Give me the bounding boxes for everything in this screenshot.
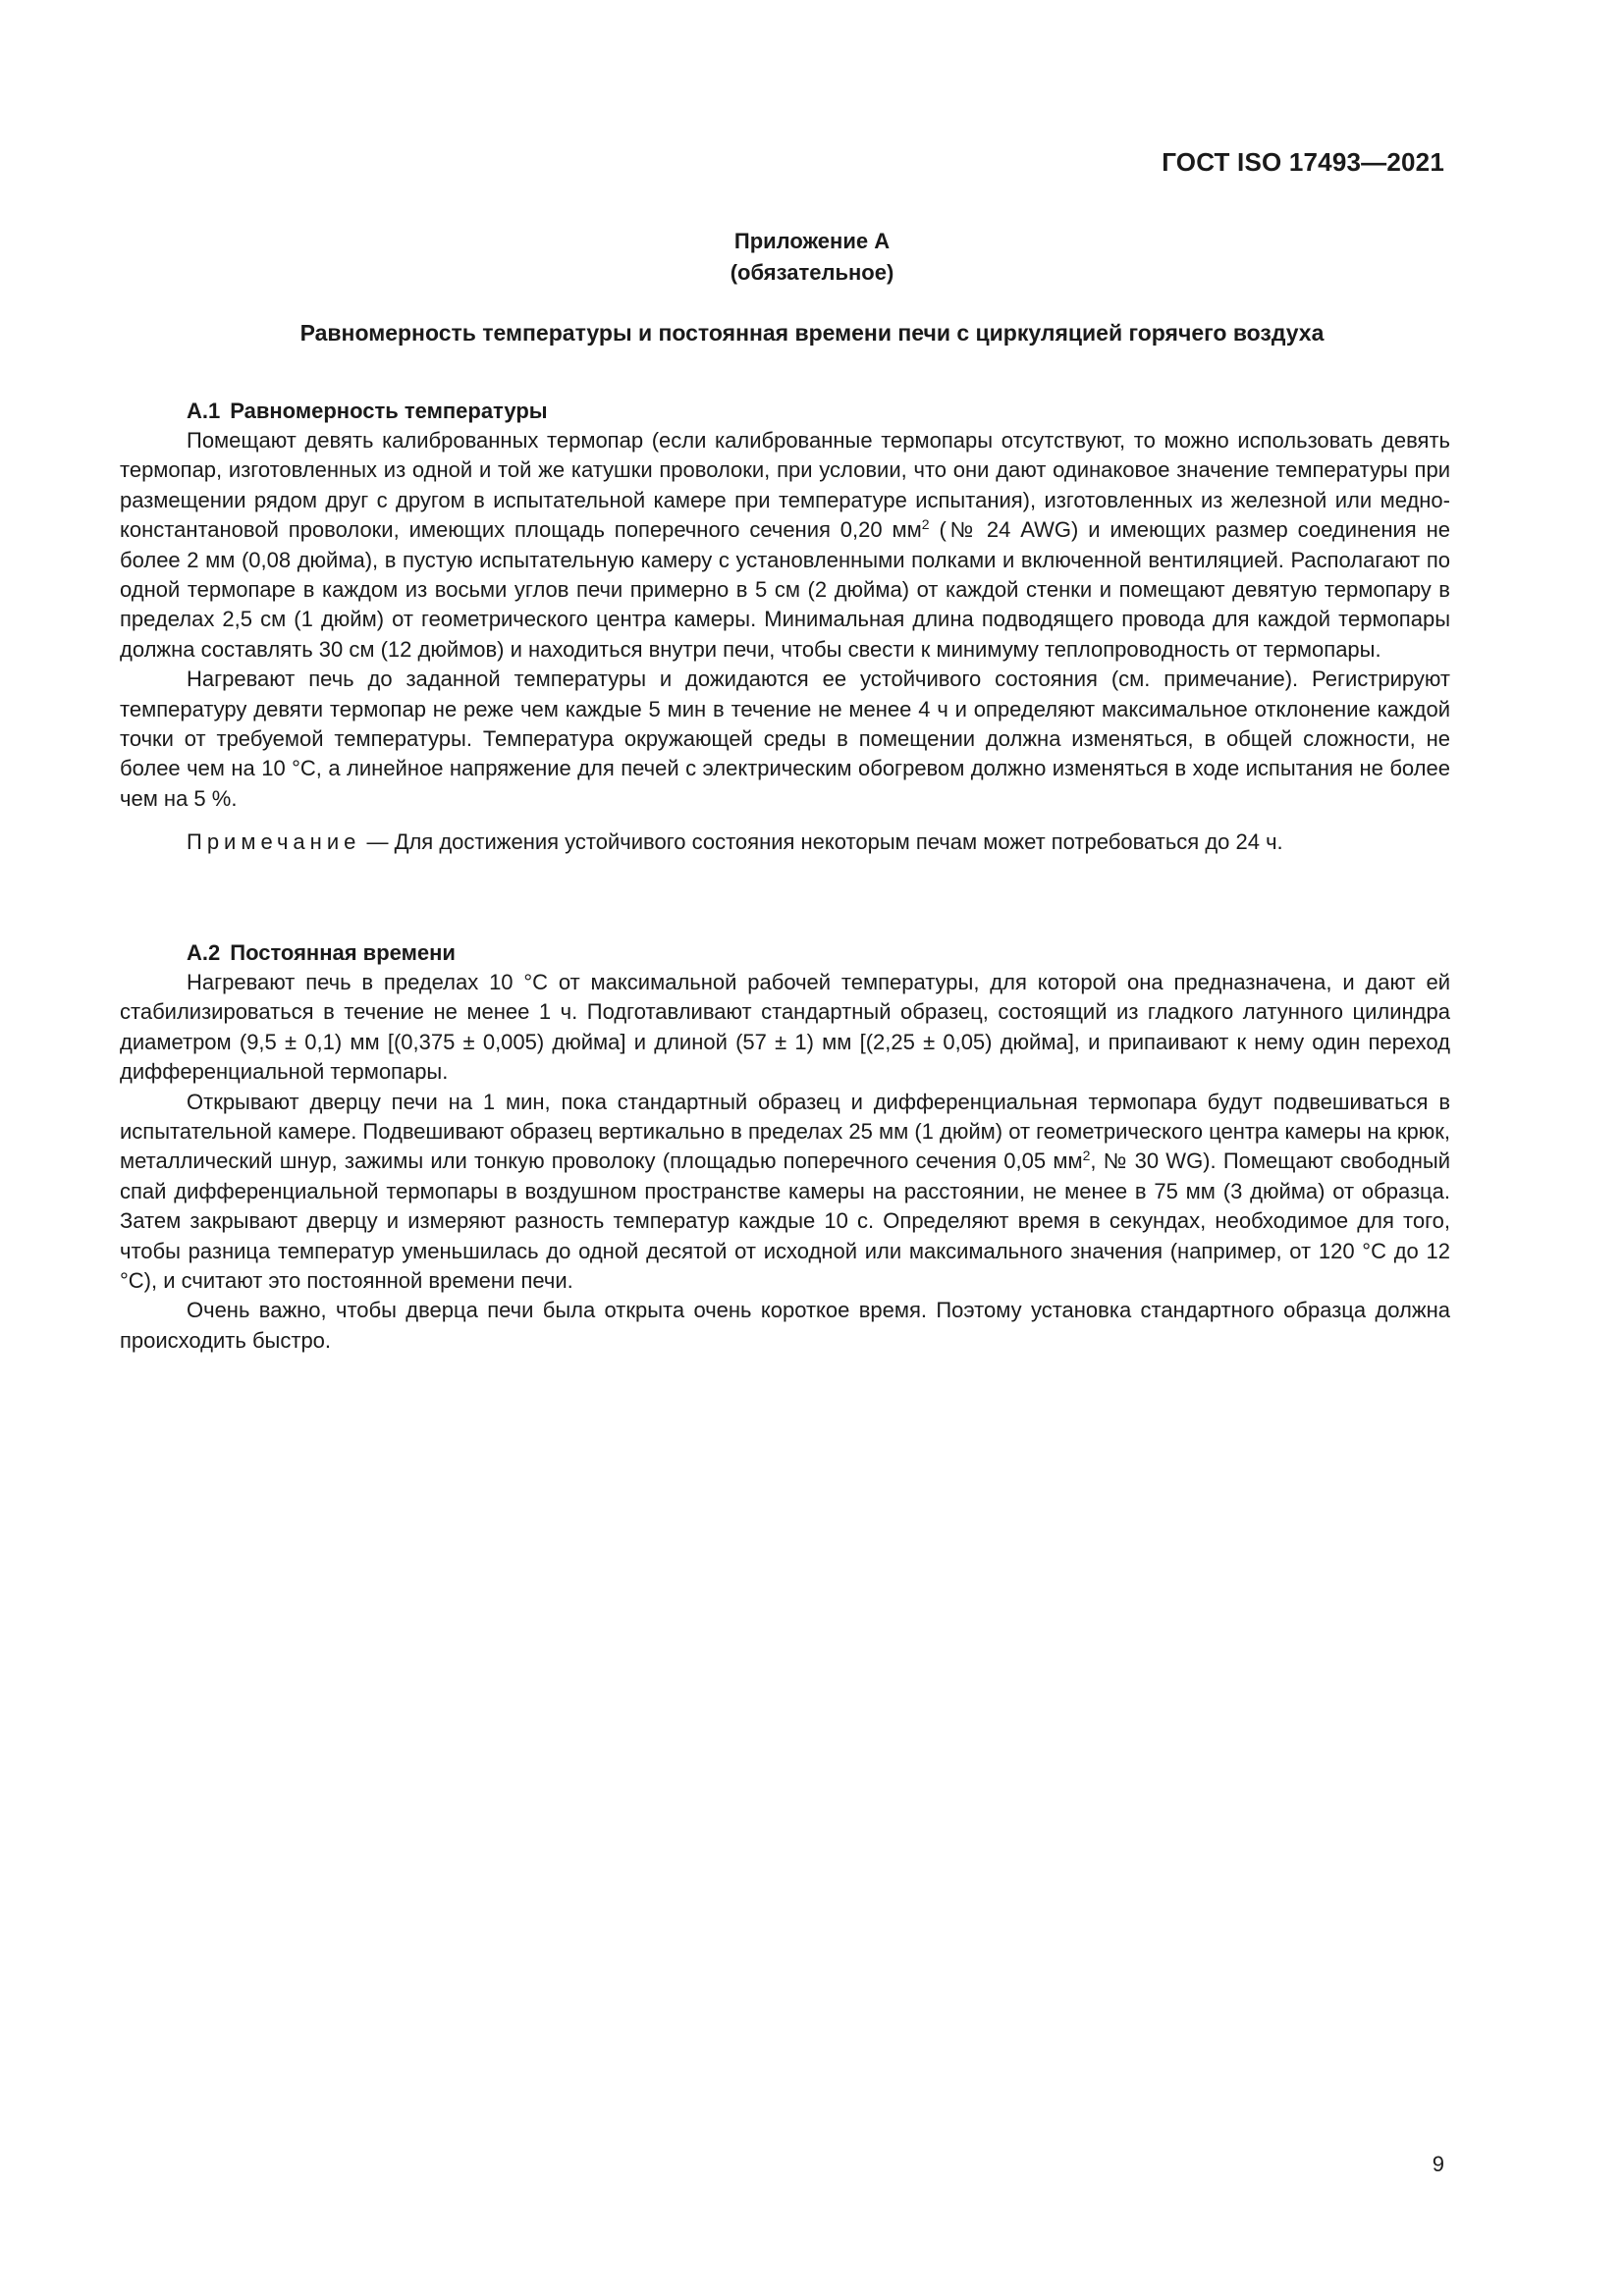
- section-a2: [120, 938, 1450, 1356]
- section-a1-paragraph-2: Нагревают печь до заданной температуры и дожидаются ее устойчивого состояния (см. примечание). Регистрируют температуру девяти термопар не реже чем каждые 5 мин в течение не менее 4 ч и определяют максимальное отклонение каждой точки от требуемой температуры. Температура окружающей среды в помещении должна изменяться, в общей сложности, не более чем на 10 °С, а линейное напряжение для печей с электрическим обогревом должно изменяться в ходе испытания не более чем на 5 %.: [120, 667, 1450, 811]
- section-a2-number: А.2: [187, 940, 221, 965]
- page-number: 9: [1432, 2152, 1444, 2176]
- section-a2-heading: [120, 938, 1450, 968]
- section-a1-number: А.1: [187, 399, 221, 423]
- document-code: ГОСТ ISO 17493—2021: [1162, 147, 1444, 177]
- annex-heading: [0, 226, 1624, 289]
- section-a2-title: Постоянная времени: [230, 940, 456, 965]
- note-text: — Для достижения устойчивого состояния некоторым печам может потребоваться до 24 ч.: [360, 829, 1283, 855]
- section-a2-paragraph-2: Открывают дверцу печи на 1 мин, пока стандартный образец и дифференциальная термопара будут подвешиваться в испытательной камере. Подвешивают образец вертикально в пределах 25 мм (1 дюйм) от геометрического центра камеры на крюк, металлический шнур, зажимы или тонкую проволоку (площадью поперечного сечения 0,05 $мм^2$, № 30 WG). Помещают свободный спай дифференциальной термопары в воздушном пространстве камеры на расстоянии, не менее в 75 мм (3 дюйма) от образца. Затем закрывают дверцу и измеряют разность температур каждые 10 с. Определяют время в секундах, необходимое для того, чтобы разница температур уменьшилась до одной десятой от исходной или максимального значения (например, от 120 °С до 12 °С), и считают это постоянной времени печи.: [120, 1089, 1451, 1294]
- section-a1-note: [120, 828, 1450, 857]
- annex-status: (обязательное): [730, 260, 894, 285]
- annex-document-title: Равномерность температуры и постоянная времени печи с циркуляцией горячего воздуха: [299, 320, 1325, 346]
- section-a1-title: Равномерность температуры: [230, 399, 548, 423]
- note-label: Примечание: [187, 829, 361, 855]
- section-a2-paragraph-1: Нагревают печь в пределах 10 °С от максимальной рабочей температуры, для которой она предназначена, и дают ей стабилизироваться в течение не менее 1 ч. Подготавливают стандартный образец, состоящий из гладкого латунного цилиндра диаметром (9,5 ± 0,1) мм [(0,375 ± 0,005) дюйма] и длиной (57 ± 1) мм [(2,25 ± 0,05) дюйма], и припаивают к нему один переход дифференциальной термопары.: [120, 970, 1450, 1085]
- section-a1-paragraph-1: Помещают девять калиброванных термопар (если калиброванные термопары отсутствуют, то можно использовать девять термопар, изготовленных из одной и той же катушки проволоки, при условии, что они дают одинаковое значение температуры при размещении рядом друг с другом в испытательной камере при температуре испытания), изготовленных из железной или медно-константановой проволоки, имеющих площадь поперечного сечения 0,20 $мм^2$ (№ 24 AWG) и имеющих размер соединения не более 2 мм (0,08 дюйма), в пустую испытательную камеру с установленными полками и включенной вентиляцией. Располагают по одной термопаре в каждом из восьми углов печи примерно в 5 см (2 дюйма) от каждой стенки и помещают девятую термопару в пределах 2,5 см (1 дюйм) от геометрического центра камеры. Минимальная длина подводящего провода для каждой термопары должна составлять 30 см (12 дюймов) и находиться внутри печи, чтобы свести к минимуму теплопроводность от термопары.: [120, 428, 1450, 662]
- annex-title: Приложение А: [733, 229, 891, 253]
- section-a1: [120, 397, 1450, 858]
- section-a2-paragraph-3: Очень важно, чтобы дверца печи была открыта очень короткое время. Поэтому установка стандартного образца должна происходить быстро.: [120, 1298, 1450, 1353]
- section-a1-heading: [120, 397, 1450, 426]
